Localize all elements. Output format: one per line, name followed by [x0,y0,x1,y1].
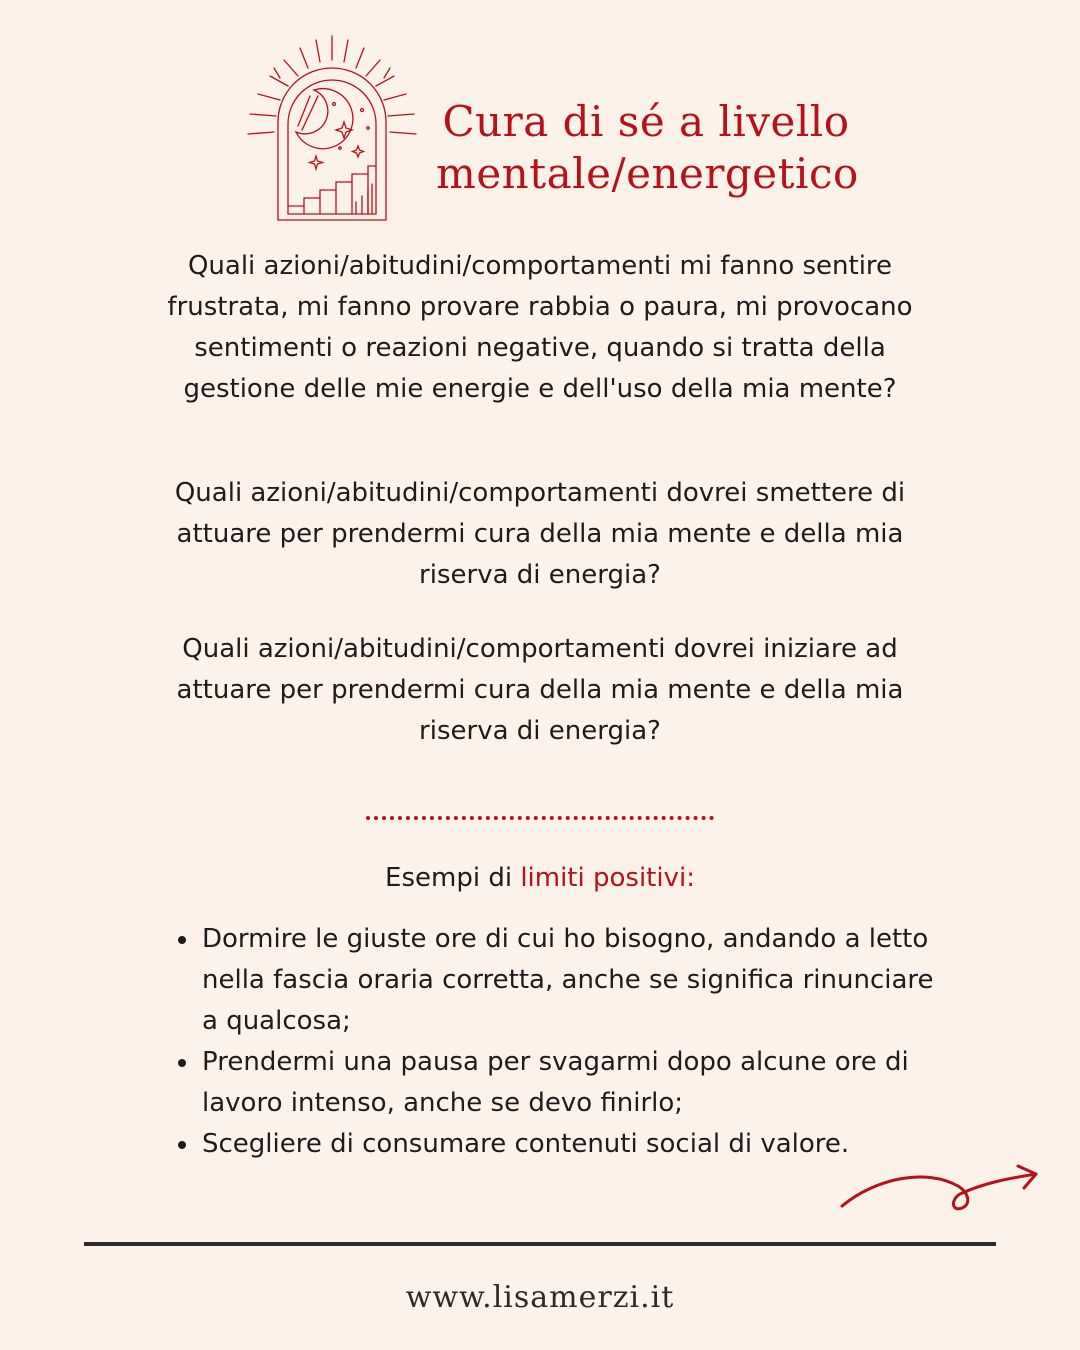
list-item: Scegliere di consumare contenuti social di valore. [172,1124,952,1165]
page-title [436,96,859,200]
footer-rule [84,1242,996,1246]
examples-list [172,919,952,1165]
list-item: Dormire le giuste ore di cui ho bisogno, andando a letto nella fascia oraria corretta, anche se significa rinunciare a qualcosa; [172,919,952,1042]
list-item: Prendermi una pausa per svagarmi dopo alcune ore di lavoro intenso, anche se devo finirlo; [172,1042,952,1124]
examples-heading-prefix: Esempi di [385,863,521,893]
question-2: Quali azioni/abitudini/comportamenti dovrei smettere di attuare per prendermi cura della mia mente e della mia riserva di energia? [174,478,906,590]
dotted-divider [366,816,714,820]
question-1: Quali azioni/abitudini/comportamenti mi fanno sentire frustrata, mi fanno provare rabbia o paura, mi provocano sentimenti o reazioni negative, quando si tratta della gestione delle mie energie e dell'uso della mia mente? [167,251,913,404]
page-title-line-1: Cura di sé a livello [442,97,850,146]
curly-arrow-right-icon [836,1160,1046,1220]
examples-heading [0,858,1080,899]
examples-heading-accent: limiti positivi: [520,863,695,893]
question-3: Quali azioni/abitudini/comportamenti dovrei iniziare ad attuare per prendermi cura della mia mente e della mia riserva di energia? [176,634,904,746]
arch-window-moon-stairs-icon [244,30,420,230]
website-url: www.lisamerzi.it [405,1280,675,1315]
page-title-line-2: mentale/energetico [436,149,859,198]
